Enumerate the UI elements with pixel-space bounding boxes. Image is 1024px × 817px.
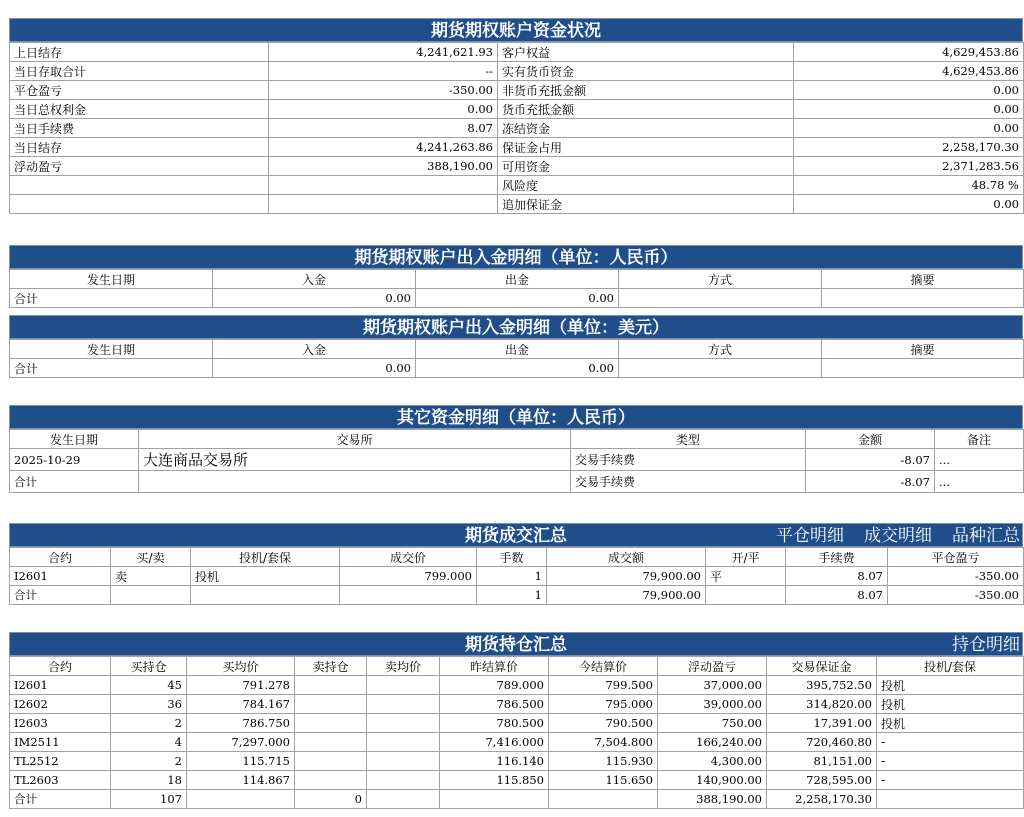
table-cell [367,695,440,714]
position-row [10,676,1024,695]
table-cell: 720,460.80 [767,733,877,752]
table-cell: 790.500 [549,714,658,733]
table-cell: 0.00 [416,289,619,308]
table-cell [367,790,440,809]
table-cell [191,586,340,605]
table-cell: 8.07 [269,119,498,138]
column-header: 平仓盈亏 [888,548,1024,567]
table-cell: 交易手续费 [571,471,806,493]
table-cell [295,771,367,790]
table-cell: 36 [111,695,187,714]
trade-row [10,586,1024,605]
column-header: 开/平 [706,548,786,567]
table-cell: 追加保证金 [498,195,794,214]
table-cell [295,695,367,714]
column-header: 成交价 [340,548,477,567]
column-header: 今结算价 [549,657,658,676]
table-cell: -8.07 [806,449,935,471]
column-header: 出金 [416,340,619,359]
table-cell: 79,900.00 [547,586,706,605]
column-header: 成交额 [547,548,706,567]
position-row [10,790,1024,809]
table-cell: 388,190.00 [658,790,767,809]
table-cell: 4,629,453.86 [794,43,1024,62]
usd-flow-total-row [10,359,1024,378]
table-cell: 395,752.50 [767,676,877,695]
column-header: 备注 [935,430,1024,449]
table-cell: 8.07 [786,567,888,586]
column-header: 卖均价 [367,657,440,676]
table-cell: 4 [111,733,187,752]
table-cell: 平仓盈亏 [10,81,269,100]
cny-flow-title: 期货期权账户出入金明细（单位：人民币） [9,245,1023,269]
table-cell: 48.78 % [794,176,1024,195]
table-cell: 79,900.00 [547,567,706,586]
table-cell: 投机 [877,714,1024,733]
table-cell: 45 [111,676,187,695]
table-cell: 799.500 [549,676,658,695]
table-cell [295,676,367,695]
table-cell: 17,391.00 [767,714,877,733]
table-cell [367,733,440,752]
table-cell: 0.00 [213,289,416,308]
cny-flow-table [9,269,1024,308]
table-cell [10,195,269,214]
table-cell: ... [935,471,1024,493]
funds-row [10,81,1024,100]
table-cell: 789.000 [440,676,549,695]
table-cell [440,790,549,809]
table-cell [619,289,822,308]
table-cell: 0.00 [794,81,1024,100]
column-header: 买均价 [187,657,295,676]
positions-links [932,633,1020,657]
table-cell [367,752,440,771]
table-cell: 140,900.00 [658,771,767,790]
column-header: 投机/套保 [191,548,340,567]
table-cell [367,714,440,733]
table-cell: I2602 [10,695,111,714]
column-header: 发生日期 [10,270,213,289]
column-header: 投机/套保 [877,657,1024,676]
funds-row [10,100,1024,119]
trades-title: 期货成交汇总 [465,526,567,546]
column-header: 昨结算价 [440,657,549,676]
table-cell: 786.500 [440,695,549,714]
table-cell: 7,416.000 [440,733,549,752]
table-cell: 非货币充抵金额 [498,81,794,100]
table-cell: 0.00 [794,119,1024,138]
table-cell: 37,000.00 [658,676,767,695]
table-cell: - [877,733,1024,752]
funds-table [9,42,1024,214]
trades-header-row [10,548,1024,567]
positions-header [9,632,1023,656]
table-cell: -350.00 [888,586,1024,605]
table-cell: 39,000.00 [658,695,767,714]
table-cell: 可用资金 [498,157,794,176]
positions-header-row [10,657,1024,676]
funds-row [10,62,1024,81]
column-header: 方式 [619,340,822,359]
table-cell: 平 [706,567,786,586]
column-header: 摘要 [822,340,1024,359]
table-cell: 0 [295,790,367,809]
cny-flow-section [9,245,1023,308]
position-row [10,771,1024,790]
other-funds-table [9,429,1024,493]
table-cell: 116.140 [440,752,549,771]
table-cell: 投机 [191,567,340,586]
table-cell: I2603 [10,714,111,733]
table-cell: 4,241,263.86 [269,138,498,157]
column-header: 手数 [477,548,547,567]
header-link[interactable]: 平仓明细 [776,526,844,546]
column-header: 方式 [619,270,822,289]
table-cell: 728,595.00 [767,771,877,790]
table-cell: 浮动盈亏 [10,157,269,176]
column-header: 摘要 [822,270,1024,289]
table-cell [549,790,658,809]
positions-table [9,656,1024,809]
header-link[interactable]: 持仓明细 [952,635,1020,655]
table-cell: 0.00 [416,359,619,378]
table-cell: 115.650 [549,771,658,790]
table-cell: 799.000 [340,567,477,586]
table-cell: 2,258,170.30 [767,790,877,809]
column-header: 金额 [806,430,935,449]
table-cell: 0.00 [794,100,1024,119]
table-cell [111,586,191,605]
table-cell: 合计 [10,471,139,493]
trades-table [9,547,1024,605]
column-header: 出金 [416,270,619,289]
table-cell [269,176,498,195]
table-cell: 18 [111,771,187,790]
funds-section [9,18,1023,214]
positions-section [9,632,1023,809]
table-cell: 1 [477,586,547,605]
cny-flow-total-row [10,289,1024,308]
table-cell: 合计 [10,790,111,809]
table-cell: 卖 [111,567,191,586]
funds-row [10,195,1024,214]
table-cell: 大连商品交易所 [139,449,571,471]
table-cell: 81,151.00 [767,752,877,771]
table-cell: 114.867 [187,771,295,790]
column-header: 浮动盈亏 [658,657,767,676]
other-funds-row [10,471,1024,493]
table-cell: 115.850 [440,771,549,790]
positions-title: 期货持仓汇总 [465,635,567,655]
table-cell: 风险度 [498,176,794,195]
table-cell: IM2511 [10,733,111,752]
column-header: 合约 [10,548,111,567]
table-cell: 780.500 [440,714,549,733]
table-cell: 314,820.00 [767,695,877,714]
column-header: 交易保证金 [767,657,877,676]
table-cell: 当日手续费 [10,119,269,138]
funds-row [10,157,1024,176]
trades-section [9,523,1023,605]
table-cell: 791.278 [187,676,295,695]
table-cell [367,771,440,790]
table-cell: I2601 [10,567,111,586]
table-cell: 107 [111,790,187,809]
usd-flow-header-row [10,340,1024,359]
table-cell: - [877,771,1024,790]
table-cell [619,359,822,378]
table-cell: 2 [111,752,187,771]
usd-flow-title: 期货期权账户出入金明细（单位：美元） [9,315,1023,339]
trade-row [10,567,1024,586]
column-header: 入金 [213,340,416,359]
table-cell [822,289,1024,308]
column-header: 买/卖 [111,548,191,567]
trades-links [756,524,1020,548]
funds-row [10,119,1024,138]
table-cell [340,586,477,605]
table-cell: 合计 [10,586,111,605]
table-cell [877,790,1024,809]
column-header: 发生日期 [10,340,213,359]
table-cell: 166,240.00 [658,733,767,752]
funds-title: 期货期权账户资金状况 [9,18,1023,42]
trades-header [9,523,1023,547]
table-cell: -350.00 [888,567,1024,586]
header-link[interactable]: 品种汇总 [952,526,1020,546]
other-funds-title: 其它资金明细（单位：人民币） [9,405,1023,429]
table-cell: 4,629,453.86 [794,62,1024,81]
column-header: 手续费 [786,548,888,567]
table-cell [295,733,367,752]
funds-row [10,43,1024,62]
column-header: 买持仓 [111,657,187,676]
position-row [10,695,1024,714]
funds-row [10,138,1024,157]
table-cell: 冻结资金 [498,119,794,138]
table-cell: I2601 [10,676,111,695]
column-header: 合约 [10,657,111,676]
usd-flow-table [9,339,1024,378]
table-cell: 2025-10-29 [10,449,139,471]
table-cell: 当日存取合计 [10,62,269,81]
table-cell: - [877,752,1024,771]
table-cell [139,471,571,493]
table-cell: 1 [477,567,547,586]
table-cell: 2,258,170.30 [794,138,1024,157]
cny-flow-header-row [10,270,1024,289]
table-cell: 上日结存 [10,43,269,62]
table-cell: 4,241,621.93 [269,43,498,62]
table-cell: 795.000 [549,695,658,714]
table-cell: 786.750 [187,714,295,733]
table-cell: 保证金占用 [498,138,794,157]
table-cell: 投机 [877,695,1024,714]
other-funds-row [10,449,1024,471]
table-cell: 7,504.800 [549,733,658,752]
table-cell [10,176,269,195]
table-cell: 合计 [10,289,213,308]
table-cell: 784.167 [187,695,295,714]
table-cell: -- [269,62,498,81]
table-cell: -8.07 [806,471,935,493]
table-cell [295,752,367,771]
table-cell [187,790,295,809]
table-cell: 合计 [10,359,213,378]
table-cell: 7,297.000 [187,733,295,752]
table-cell: 0.00 [794,195,1024,214]
table-cell: 当日总权利金 [10,100,269,119]
table-cell [295,714,367,733]
position-row [10,733,1024,752]
table-cell [367,676,440,695]
table-cell: TL2603 [10,771,111,790]
column-header: 卖持仓 [295,657,367,676]
table-cell: 货币充抵金额 [498,100,794,119]
funds-row [10,176,1024,195]
table-cell: 实有货币资金 [498,62,794,81]
table-cell: 750.00 [658,714,767,733]
table-cell: 115.715 [187,752,295,771]
table-cell: 交易手续费 [571,449,806,471]
table-cell [269,195,498,214]
table-cell: 388,190.00 [269,157,498,176]
table-cell: 2,371,283.56 [794,157,1024,176]
column-header: 类型 [571,430,806,449]
position-row [10,752,1024,771]
other-funds-section [9,405,1023,493]
table-cell [706,586,786,605]
table-cell: 当日结存 [10,138,269,157]
column-header: 入金 [213,270,416,289]
table-cell: 115.930 [549,752,658,771]
table-cell: 客户权益 [498,43,794,62]
table-cell: 0.00 [213,359,416,378]
table-cell: 0.00 [269,100,498,119]
table-cell: 2 [111,714,187,733]
table-cell: TL2512 [10,752,111,771]
table-cell: 4,300.00 [658,752,767,771]
usd-flow-section [9,315,1023,378]
header-link[interactable]: 成交明细 [864,526,932,546]
table-cell [822,359,1024,378]
other-funds-header-row [10,430,1024,449]
position-row [10,714,1024,733]
table-cell: 8.07 [786,586,888,605]
column-header: 发生日期 [10,430,139,449]
table-cell: 投机 [877,676,1024,695]
table-cell: -350.00 [269,81,498,100]
table-cell: ... [935,449,1024,471]
column-header: 交易所 [139,430,571,449]
